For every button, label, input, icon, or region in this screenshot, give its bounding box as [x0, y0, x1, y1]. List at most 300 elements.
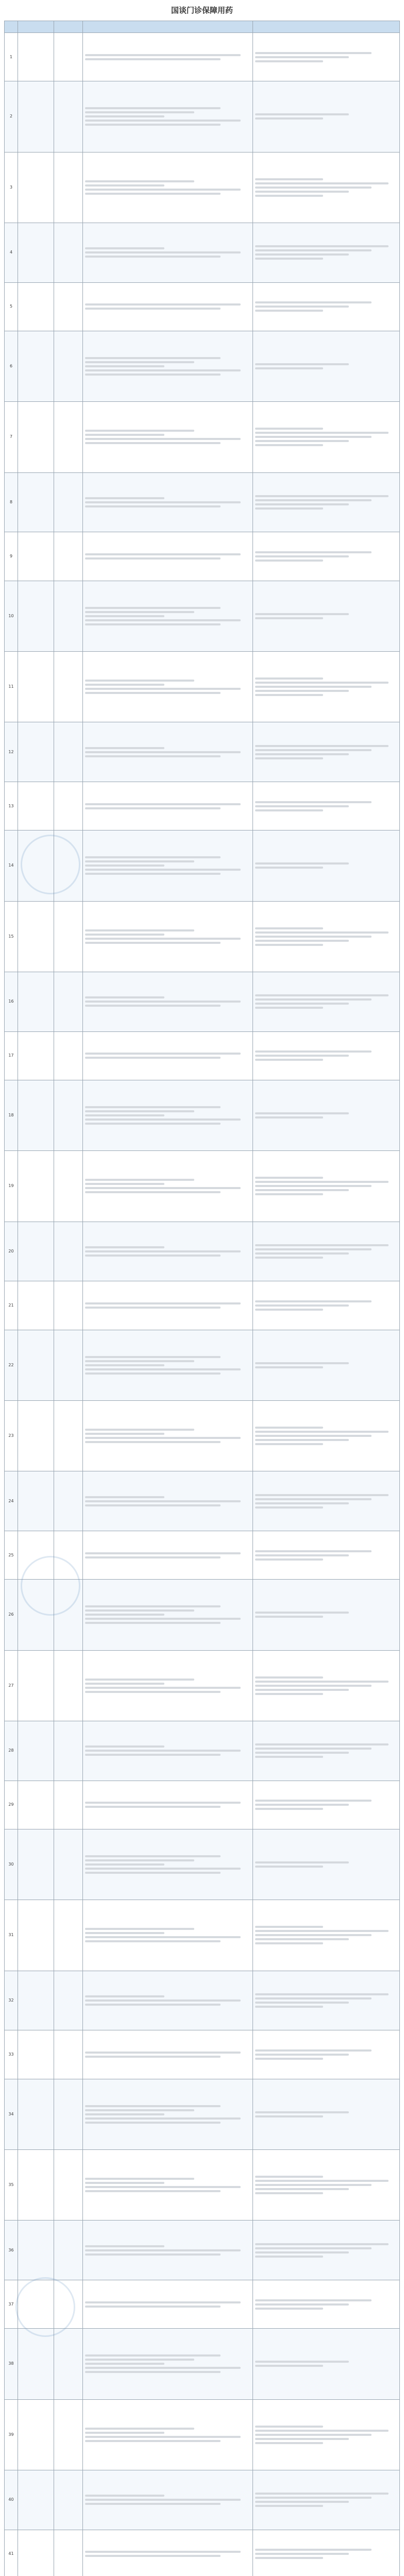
row-number: 12 — [5, 722, 18, 782]
text-line-placeholder — [255, 436, 372, 438]
table-row — [5, 901, 400, 972]
text-line-placeholder — [255, 253, 349, 256]
note-cell — [253, 2030, 400, 2079]
text-line-placeholder — [85, 553, 241, 555]
drug-name — [18, 972, 54, 1031]
drug-name — [18, 2530, 54, 2576]
row-number: 19 — [5, 1151, 18, 1222]
drug-name — [18, 1721, 54, 1781]
drug-name — [18, 831, 54, 901]
drug-name — [18, 1829, 54, 1900]
text-line-placeholder — [255, 2111, 349, 2113]
text-line-placeholder — [255, 809, 323, 811]
text-line-placeholder — [85, 1183, 164, 1185]
table-row — [5, 2221, 400, 2280]
indication-cell — [83, 1080, 253, 1150]
indication-cell — [83, 782, 253, 831]
text-line-placeholder — [85, 115, 164, 117]
table-row — [5, 1781, 400, 1829]
note-cell — [253, 402, 400, 472]
text-line-placeholder — [85, 2113, 164, 2115]
text-line-placeholder — [255, 363, 349, 365]
indication-cell — [83, 402, 253, 472]
text-line-placeholder — [255, 998, 372, 1001]
table-row — [5, 1281, 400, 1330]
text-line-placeholder — [85, 1928, 194, 1930]
text-line-placeholder — [85, 111, 194, 113]
note-cell — [253, 2221, 400, 2280]
text-line-placeholder — [255, 745, 389, 747]
text-line-placeholder — [255, 867, 323, 869]
note-cell — [253, 1829, 400, 1900]
text-line-placeholder — [255, 2549, 372, 2551]
drug-type — [54, 901, 83, 972]
note-cell — [253, 1580, 400, 1650]
row-number: 15 — [5, 901, 18, 972]
indication-cell — [83, 1471, 253, 1531]
text-line-placeholder — [85, 1179, 194, 1181]
text-line-placeholder — [255, 1116, 323, 1118]
indication-cell — [83, 152, 253, 223]
table-row — [5, 1471, 400, 1531]
text-line-placeholder — [255, 2054, 349, 2056]
table-row — [5, 1222, 400, 1281]
drug-type — [54, 581, 83, 651]
text-line-placeholder — [85, 2190, 221, 2192]
indication-cell — [83, 1281, 253, 1330]
text-line-placeholder — [85, 1872, 221, 1874]
text-line-placeholder — [255, 1189, 349, 1191]
text-line-placeholder — [255, 258, 323, 260]
indication-cell — [83, 2329, 253, 2399]
text-line-placeholder — [85, 1806, 221, 1808]
indication-cell — [83, 2221, 253, 2280]
row-number: 1 — [5, 33, 18, 81]
drug-type — [54, 33, 83, 81]
drug-name — [18, 1031, 54, 1080]
row-number: 39 — [5, 2399, 18, 2470]
text-line-placeholder — [85, 2551, 241, 2553]
text-line-placeholder — [85, 497, 164, 499]
text-line-placeholder — [255, 1748, 372, 1750]
note-cell — [253, 2470, 400, 2530]
text-line-placeholder — [255, 1866, 323, 1868]
row-number: 10 — [5, 581, 18, 651]
row-number: 35 — [5, 2149, 18, 2220]
text-line-placeholder — [85, 860, 194, 862]
note-cell — [253, 223, 400, 282]
text-line-placeholder — [255, 2058, 323, 2060]
column-header — [253, 21, 400, 33]
text-line-placeholder — [85, 942, 221, 944]
text-line-placeholder — [255, 749, 372, 751]
note-cell — [253, 782, 400, 831]
table-body — [5, 33, 400, 2576]
note-cell — [253, 1781, 400, 1829]
text-line-placeholder — [255, 2501, 349, 2503]
text-line-placeholder — [255, 2184, 372, 2186]
table-row — [5, 782, 400, 831]
text-line-placeholder — [85, 1114, 164, 1116]
table-row — [5, 402, 400, 472]
table-row — [5, 1829, 400, 1900]
text-line-placeholder — [85, 442, 221, 444]
drug-name — [18, 1281, 54, 1330]
text-line-placeholder — [85, 557, 221, 560]
text-line-placeholder — [255, 2192, 323, 2194]
text-line-placeholder — [255, 1550, 372, 1552]
text-line-placeholder — [85, 2056, 221, 2058]
row-number: 28 — [5, 1721, 18, 1781]
drug-name — [18, 331, 54, 401]
text-line-placeholder — [255, 1685, 372, 1687]
note-cell — [253, 651, 400, 722]
row-number: 6 — [5, 331, 18, 401]
text-line-placeholder — [255, 2365, 323, 2367]
table-row — [5, 1151, 400, 1222]
text-line-placeholder — [255, 677, 323, 680]
text-line-placeholder — [255, 1435, 372, 1437]
text-line-placeholder — [85, 107, 221, 109]
text-line-placeholder — [85, 2503, 221, 2505]
text-line-placeholder — [85, 2440, 221, 2442]
drug-type — [54, 2221, 83, 2280]
text-line-placeholder — [255, 801, 372, 803]
text-line-placeholder — [85, 1191, 221, 1193]
text-line-placeholder — [85, 1496, 164, 1498]
text-line-placeholder — [85, 2359, 194, 2361]
text-line-placeholder — [85, 1110, 194, 1112]
row-number: 16 — [5, 972, 18, 1031]
text-line-placeholder — [85, 1360, 194, 1362]
text-line-placeholder — [255, 1439, 349, 1441]
text-line-placeholder — [255, 1494, 389, 1496]
text-line-placeholder — [255, 1257, 323, 1259]
text-line-placeholder — [85, 929, 194, 931]
drug-type — [54, 1400, 83, 1471]
text-line-placeholder — [255, 931, 389, 934]
text-line-placeholder — [85, 2432, 164, 2434]
text-line-placeholder — [85, 680, 194, 682]
table-row — [5, 2470, 400, 2530]
text-line-placeholder — [85, 505, 221, 507]
column-header — [18, 21, 54, 33]
table-row — [5, 282, 400, 331]
text-line-placeholder — [255, 249, 372, 251]
indication-cell — [83, 972, 253, 1031]
text-line-placeholder — [85, 1750, 241, 1752]
text-line-placeholder — [255, 178, 323, 180]
table-row — [5, 532, 400, 581]
note-cell — [253, 2079, 400, 2149]
drug-type — [54, 1781, 83, 1829]
drug-type — [54, 152, 83, 223]
drug-name — [18, 1531, 54, 1580]
text-line-placeholder — [255, 1942, 323, 1944]
text-line-placeholder — [255, 1059, 323, 1061]
text-line-placeholder — [255, 1808, 323, 1810]
text-line-placeholder — [85, 2122, 221, 2124]
text-line-placeholder — [255, 1366, 323, 1368]
text-line-placeholder — [85, 2436, 241, 2438]
text-line-placeholder — [255, 2180, 389, 2182]
text-line-placeholder — [85, 1754, 221, 1756]
indication-cell — [83, 1400, 253, 1471]
drug-name — [18, 472, 54, 532]
text-line-placeholder — [255, 1055, 349, 1057]
text-line-placeholder — [255, 1427, 323, 1429]
note-cell — [253, 1721, 400, 1781]
text-line-placeholder — [85, 2004, 221, 2006]
table-row — [5, 331, 400, 401]
text-line-placeholder — [85, 751, 241, 753]
drug-type — [54, 1580, 83, 1650]
indication-cell — [83, 472, 253, 532]
text-line-placeholder — [85, 256, 221, 258]
note-cell — [253, 81, 400, 152]
drug-name — [18, 532, 54, 581]
table-row — [5, 831, 400, 901]
text-line-placeholder — [255, 310, 323, 312]
drug-type — [54, 1900, 83, 1971]
table-row — [5, 2030, 400, 2079]
drug-name — [18, 1650, 54, 1721]
text-line-placeholder — [255, 1938, 349, 1940]
text-line-placeholder — [85, 803, 241, 805]
drug-type — [54, 223, 83, 282]
indication-cell — [83, 1721, 253, 1781]
row-number: 37 — [5, 2280, 18, 2329]
text-line-placeholder — [255, 694, 323, 696]
text-line-placeholder — [85, 1552, 241, 1554]
table-row — [5, 33, 400, 81]
drug-type — [54, 2530, 83, 2576]
indication-cell — [83, 1781, 253, 1829]
drug-table — [4, 21, 400, 2576]
indication-cell — [83, 2470, 253, 2530]
row-number: 23 — [5, 1400, 18, 1471]
text-line-placeholder — [255, 1177, 323, 1179]
text-line-placeholder — [255, 682, 389, 684]
text-line-placeholder — [85, 1745, 164, 1748]
table-row — [5, 2280, 400, 2329]
text-line-placeholder — [85, 1255, 221, 1257]
indication-cell — [83, 2149, 253, 2220]
note-cell — [253, 901, 400, 972]
text-line-placeholder — [85, 2371, 221, 2373]
drug-type — [54, 782, 83, 831]
text-line-placeholder — [255, 2002, 349, 2004]
indication-cell — [83, 532, 253, 581]
drug-type — [54, 1080, 83, 1150]
row-number: 22 — [5, 1330, 18, 1400]
text-line-placeholder — [255, 560, 323, 562]
text-line-placeholder — [255, 432, 389, 434]
text-line-placeholder — [255, 245, 389, 247]
text-line-placeholder — [255, 927, 323, 929]
drug-name — [18, 581, 54, 651]
drug-type — [54, 472, 83, 532]
text-line-placeholder — [85, 1556, 221, 1558]
indication-cell — [83, 331, 253, 401]
indication-cell — [83, 651, 253, 722]
row-number: 5 — [5, 282, 18, 331]
text-line-placeholder — [255, 1861, 349, 1863]
text-line-placeholder — [255, 1431, 389, 1433]
text-line-placeholder — [85, 607, 221, 609]
text-line-placeholder — [85, 755, 221, 757]
row-number: 9 — [5, 532, 18, 581]
text-line-placeholder — [255, 2442, 323, 2444]
text-line-placeholder — [85, 2306, 221, 2308]
text-line-placeholder — [85, 2354, 221, 2357]
text-line-placeholder — [255, 1689, 349, 1691]
text-line-placeholder — [85, 2117, 241, 2120]
indication-cell — [83, 2079, 253, 2149]
drug-type — [54, 1471, 83, 1531]
drug-type — [54, 282, 83, 331]
text-line-placeholder — [255, 1756, 323, 1758]
drug-name — [18, 1151, 54, 1222]
text-line-placeholder — [85, 1609, 194, 1612]
note-cell — [253, 1151, 400, 1222]
table-row — [5, 651, 400, 722]
text-line-placeholder — [85, 1932, 164, 1934]
note-cell — [253, 532, 400, 581]
note-cell — [253, 33, 400, 81]
text-line-placeholder — [255, 1681, 389, 1683]
text-line-placeholder — [85, 2109, 194, 2111]
text-line-placeholder — [85, 193, 221, 195]
text-line-placeholder — [85, 2182, 164, 2184]
row-number: 7 — [5, 402, 18, 472]
text-line-placeholder — [255, 1185, 372, 1187]
text-line-placeholder — [255, 113, 349, 115]
drug-name — [18, 901, 54, 972]
text-line-placeholder — [255, 191, 349, 193]
drug-name — [18, 2030, 54, 2079]
text-line-placeholder — [85, 1106, 221, 1108]
drug-type — [54, 1650, 83, 1721]
note-cell — [253, 331, 400, 401]
note-cell — [253, 1330, 400, 1400]
text-line-placeholder — [255, 2438, 349, 2440]
text-line-placeholder — [85, 1437, 241, 1439]
text-line-placeholder — [85, 1691, 221, 1693]
drug-name — [18, 2149, 54, 2220]
drug-name — [18, 1222, 54, 1281]
text-line-placeholder — [85, 1001, 241, 1003]
drug-type — [54, 402, 83, 472]
text-line-placeholder — [255, 1112, 349, 1114]
indication-cell — [83, 1650, 253, 1721]
row-number: 14 — [5, 831, 18, 901]
text-line-placeholder — [255, 613, 349, 615]
text-line-placeholder — [85, 1307, 221, 1309]
drug-type — [54, 2280, 83, 2329]
text-line-placeholder — [85, 2499, 241, 2501]
text-line-placeholder — [255, 2505, 323, 2507]
note-cell — [253, 2530, 400, 2576]
text-line-placeholder — [255, 1693, 323, 1695]
row-number: 29 — [5, 1781, 18, 1829]
text-line-placeholder — [255, 1752, 349, 1754]
text-line-placeholder — [85, 996, 164, 998]
text-line-placeholder — [255, 2256, 323, 2258]
drug-name — [18, 1471, 54, 1531]
text-line-placeholder — [255, 1003, 349, 1005]
indication-cell — [83, 2399, 253, 2470]
text-line-placeholder — [255, 757, 323, 759]
note-cell — [253, 2280, 400, 2329]
indication-cell — [83, 1222, 253, 1281]
row-number: 32 — [5, 1971, 18, 2030]
row-number: 20 — [5, 1222, 18, 1281]
drug-name — [18, 282, 54, 331]
text-line-placeholder — [85, 1868, 241, 1870]
text-line-placeholder — [255, 1934, 372, 1936]
text-line-placeholder — [85, 615, 164, 617]
text-line-placeholder — [255, 1554, 349, 1556]
row-number: 24 — [5, 1471, 18, 1531]
note-cell — [253, 1031, 400, 1080]
text-line-placeholder — [85, 1859, 194, 1861]
drug-type — [54, 831, 83, 901]
text-line-placeholder — [85, 2186, 241, 2188]
text-line-placeholder — [85, 1246, 164, 1248]
text-line-placeholder — [85, 2178, 194, 2180]
note-cell — [253, 972, 400, 1031]
row-number: 3 — [5, 152, 18, 223]
note-cell — [253, 1281, 400, 1330]
text-line-placeholder — [85, 1364, 164, 1366]
drug-type — [54, 532, 83, 581]
text-line-placeholder — [85, 58, 221, 60]
page-title: 国谈门诊保障用药 — [171, 6, 233, 15]
text-line-placeholder — [85, 1302, 241, 1304]
drug-name — [18, 782, 54, 831]
table-row — [5, 1721, 400, 1781]
drug-name — [18, 1080, 54, 1150]
table-row — [5, 1900, 400, 1971]
indication-cell — [83, 1151, 253, 1222]
text-line-placeholder — [255, 2497, 372, 2499]
drug-type — [54, 1222, 83, 1281]
row-number: 34 — [5, 2079, 18, 2149]
text-line-placeholder — [255, 1558, 323, 1561]
indication-cell — [83, 581, 253, 651]
drug-name — [18, 2221, 54, 2280]
text-line-placeholder — [255, 1362, 349, 1364]
text-line-placeholder — [255, 1181, 389, 1183]
table-row — [5, 472, 400, 532]
table-row — [5, 1580, 400, 1650]
text-line-placeholder — [85, 1057, 221, 1059]
table-row — [5, 581, 400, 651]
row-number: 25 — [5, 1531, 18, 1580]
text-line-placeholder — [255, 428, 323, 430]
table-row — [5, 2149, 400, 2220]
drug-type — [54, 1330, 83, 1400]
table-row — [5, 1330, 400, 1400]
text-line-placeholder — [85, 2052, 241, 2054]
drug-name — [18, 1781, 54, 1829]
drug-name — [18, 1971, 54, 2030]
text-line-placeholder — [85, 2253, 221, 2256]
text-line-placeholder — [85, 1053, 241, 1055]
drug-type — [54, 1531, 83, 1580]
text-line-placeholder — [85, 247, 164, 249]
